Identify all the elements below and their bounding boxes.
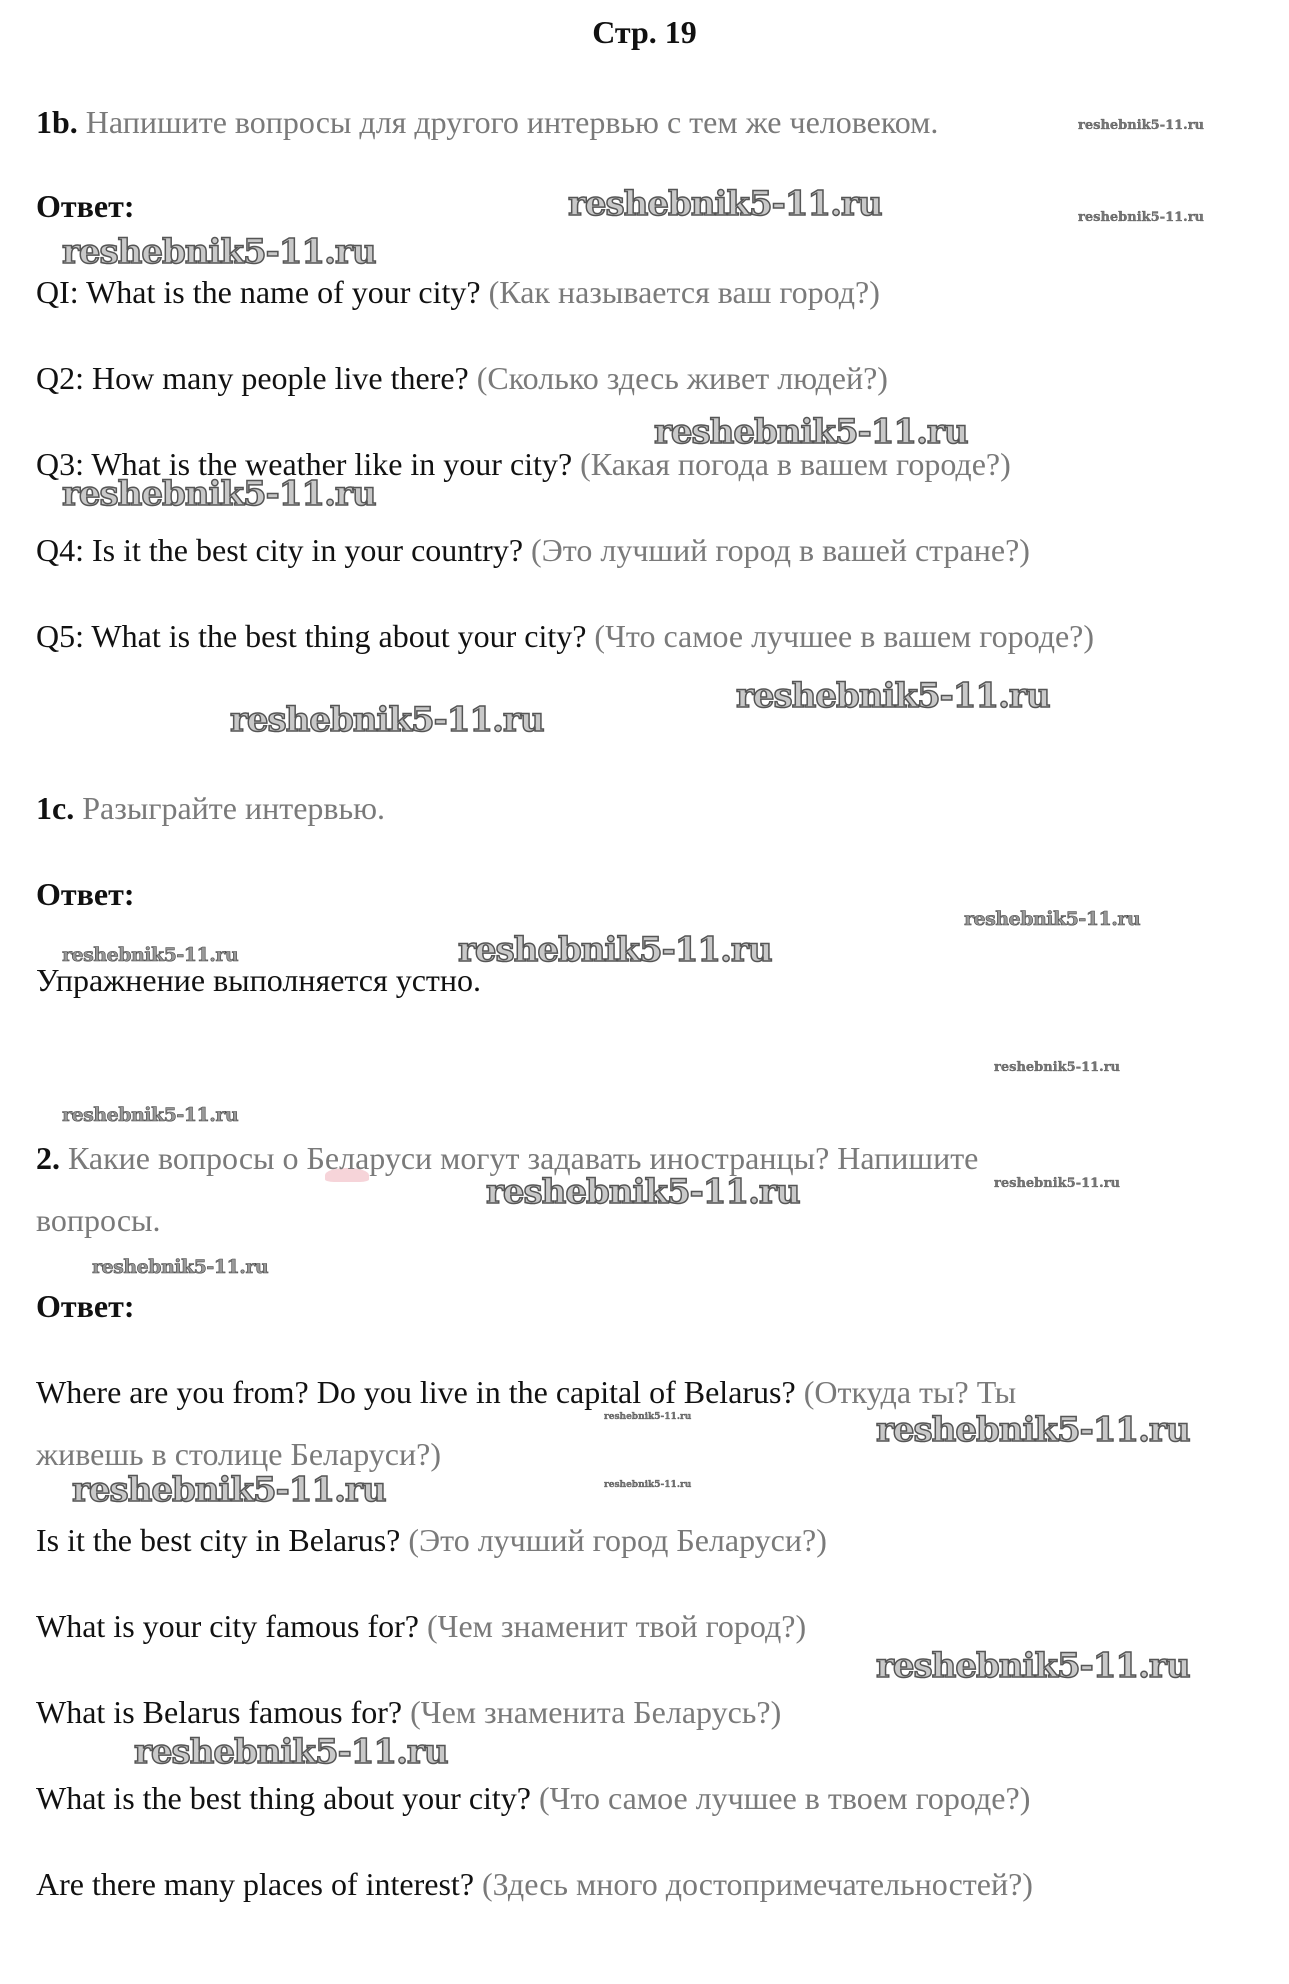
question-ru: (Как называется ваш город?) (488, 274, 880, 310)
watermark: reshebnik5-11.ru (62, 1104, 239, 1126)
watermark: reshebnik5-11.ru (92, 1256, 269, 1278)
question-en: Are there many places of interest? (36, 1866, 475, 1902)
question-en: What is Belarus famous for? (36, 1694, 403, 1730)
question-en: Where are you from? Do you live in the capital of Belarus? (36, 1374, 796, 1410)
exercise-number: 1c. (36, 790, 75, 826)
question-ru: (Это лучший город Беларуси?) (408, 1522, 827, 1558)
question-line (36, 1694, 781, 1730)
question-ru: (Сколько здесь живет людей?) (476, 360, 888, 396)
page-title: Стр. 19 (592, 14, 697, 50)
question-line (36, 1780, 1030, 1816)
exercise-task: Разыграйте интервью. (82, 790, 386, 826)
question-line (36, 360, 888, 396)
watermark: reshebnik5-11.ru (486, 1172, 800, 1212)
watermark: reshebnik5-11.ru (134, 1732, 448, 1772)
question-ru: (Чем знаменита Беларусь?) (410, 1694, 782, 1730)
watermark: reshebnik5-11.ru (62, 232, 376, 272)
watermark: reshebnik5-11.ru (964, 908, 1141, 930)
exercise-task: Напишите вопросы для другого интервью с тем же человеком. (85, 104, 939, 140)
watermark: reshebnik5-11.ru (1078, 210, 1205, 225)
exercise-1b-heading (36, 104, 938, 140)
question-line (36, 618, 1094, 654)
exercise-task-continued: вопросы. (36, 1202, 161, 1238)
question-line (36, 1522, 827, 1558)
answer-label: Ответ: (36, 188, 135, 224)
question-en: Q3: What is the weather like in your city? (36, 446, 573, 482)
question-en: Q2: How many people live there? (36, 360, 469, 396)
watermark: reshebnik5-11.ru (876, 1646, 1190, 1686)
watermark: reshebnik5-11.ru (1078, 118, 1205, 133)
question-ru: (Это лучший город в вашей стране?) (531, 532, 1030, 568)
exercise-number: 2. (36, 1140, 60, 1176)
watermark: reshebnik5-11.ru (876, 1410, 1190, 1450)
question-ru: (Что самое лучшее в твоем городе?) (539, 1780, 1031, 1816)
exercise-1c-heading (36, 790, 385, 826)
watermark: reshebnik5-11.ru (62, 474, 376, 514)
watermark: reshebnik5-11.ru (230, 700, 544, 740)
question-en: What is the best thing about your city? (36, 1780, 531, 1816)
question-en: What is your city famous for? (36, 1608, 419, 1644)
watermark: reshebnik5-11.ru (72, 1470, 386, 1510)
exercise-number: 1b. (36, 104, 78, 140)
question-line (36, 1866, 1033, 1902)
watermark: reshebnik5-11.ru (654, 412, 968, 452)
question-ru: (Что самое лучшее в вашем городе?) (594, 618, 1095, 654)
question-line (36, 1374, 1016, 1410)
question-en: Is it the best city in Belarus? (36, 1522, 401, 1558)
question-ru: (Здесь много достопримечательностей?) (482, 1866, 1033, 1902)
answer-text: Упражнение выполняется устно. (36, 962, 481, 998)
watermark: reshebnik5-11.ru (604, 1412, 692, 1422)
watermark: reshebnik5-11.ru (458, 930, 772, 970)
question-line (36, 274, 880, 310)
watermark: reshebnik5-11.ru (568, 184, 882, 224)
watermark: reshebnik5-11.ru (994, 1060, 1121, 1075)
question-en: Q4: Is it the best city in your country? (36, 532, 524, 568)
question-en: Q5: What is the best thing about your city? (36, 618, 587, 654)
watermark: reshebnik5-11.ru (604, 1480, 692, 1490)
exercise-2-heading (36, 1140, 978, 1176)
watermark: reshebnik5-11.ru (62, 944, 239, 966)
question-ru: (Откуда ты? Ты (803, 1374, 1017, 1410)
question-ru-continued: живешь в столице Беларуси?) (36, 1436, 441, 1472)
answer-label: Ответ: (36, 1288, 135, 1324)
question-line (36, 532, 1030, 568)
question-en: QI: What is the name of your city? (36, 274, 481, 310)
watermark: reshebnik5-11.ru (736, 676, 1050, 716)
question-ru: (Чем знаменит твой город?) (427, 1608, 807, 1644)
watermark: reshebnik5-11.ru (994, 1176, 1121, 1191)
answer-label: Ответ: (36, 876, 135, 912)
question-ru: (Какая погода в вашем городе?) (580, 446, 1011, 482)
question-line (36, 1608, 806, 1644)
exercise-task: Какие вопросы о Беларуси могут задавать иностранцы? Напишите (68, 1140, 979, 1176)
